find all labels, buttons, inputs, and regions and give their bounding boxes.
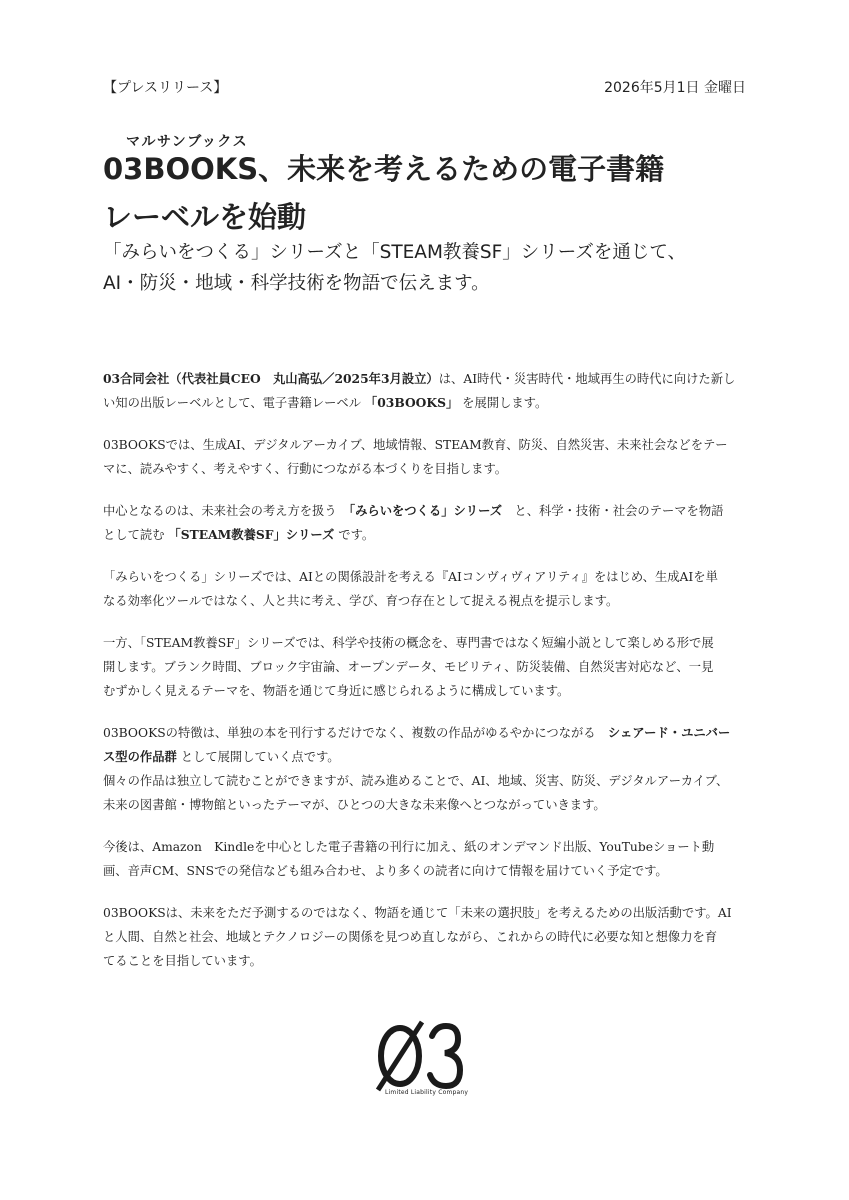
body-text (103, 367, 748, 991)
paragraph-5 (103, 631, 748, 703)
paragraph-line: 03BOOKSでは、生成AI、デジタルアーカイブ、地域情報、STEAM教育、防災、自然災害、未来社会などをテー (103, 438, 728, 452)
paragraph-line: マに、読みやすく、考えやすく、行動につながる本づくりを目指します。 (103, 462, 508, 476)
bold-text: 「STEAM教養SF」シリーズ (168, 527, 335, 542)
paragraph-line: 今後は、Amazon Kindleを中心とした電子書籍の刊行に加え、紙のオンデマンド出版、YouTubeショート動 (103, 840, 715, 854)
text: 中心となるのは、未来社会の考え方を扱う (103, 504, 337, 518)
paragraph-line (103, 499, 748, 523)
text: 03BOOKSの特徴は、単独の本を刊行するだけでなく、複数の作品がゆるやかにつながる (103, 726, 596, 740)
bold-text: シェアード・ユニバー (607, 725, 731, 740)
page-title (103, 145, 763, 241)
paragraph-line: と人間、自然と社会、地域とテクノロジーの関係を見つめ直しながら、これからの時代に必要な知と想像力を育 (103, 930, 718, 944)
paragraph-line (103, 367, 748, 391)
text: として読む (103, 528, 165, 542)
paragraph-line: 画、音声CM、SNSでの発信なども組み合わせ、より多くの読者に向けて情報を届けていく予定です。 (103, 864, 668, 878)
paragraph-line (103, 721, 748, 745)
paragraph-line (103, 523, 748, 547)
text: は、AI時代・災害時代・地域再生の時代に向けた新し (438, 372, 736, 386)
release-date: 2026年5月1日 金曜日 (604, 80, 746, 96)
text: です。 (338, 528, 375, 542)
title-line-2: レーベルを始動 (103, 200, 307, 234)
text: として展開していく点です。 (180, 750, 340, 764)
paragraph-8 (103, 901, 748, 973)
subtitle (103, 237, 763, 299)
paragraph-1 (103, 367, 748, 415)
paragraph-3 (103, 499, 748, 547)
paragraph-line: 「みらいをつくる」シリーズでは、AIとの関係設計を考える『AIコンヴィヴィアリティ』をはじめ、生成AIを単 (103, 570, 718, 584)
subtitle-line-1: 「みらいをつくる」シリーズと「STEAM教養SF」シリーズを通じて、 (103, 242, 687, 263)
press-release-label: 【プレスリリース】 (103, 80, 228, 96)
bold-text: 「みらいをつくる」シリーズ (348, 503, 503, 518)
paragraph-2 (103, 433, 748, 481)
logo-caption: Limited Liability Company (385, 1089, 469, 1096)
paragraph-line: 未来の図書館・博物館といったテーマが、ひとつの大きな未来像へとつながっていきます。 (103, 798, 606, 812)
bold-text: 「03BOOKS」 (364, 395, 459, 410)
paragraph-line: てることを目指しています。 (103, 954, 262, 968)
subtitle-line-2: AI・防災・地域・科学技術を物語で伝えます。 (103, 273, 490, 294)
paragraph-6 (103, 721, 748, 817)
paragraph-line (103, 391, 748, 415)
paragraph-line: 個々の作品は独立して読むことができますが、読み進めることで、AI、地域、災害、防災、デジタルアーカイブ、 (103, 774, 729, 788)
paragraph-line: 開します。ブランク時間、ブロック宇宙論、オープンデータ、モビリティ、防災装備、自然災害対応など、一見 (103, 660, 714, 674)
paragraph-7 (103, 835, 748, 883)
bold-text: 03合同会社（代表社員CEO 丸山高弘／2025年3月設立） (103, 371, 439, 386)
text: い知の出版レーベルとして、電子書籍レーベル (103, 396, 361, 410)
text: と、科学・技術・社会のテーマを物語 (514, 504, 724, 518)
paragraph-line: むずかしく見えるテーマを、物語を通じて身近に感じられるように構成しています。 (103, 684, 570, 698)
paragraph-line: 03BOOKSは、未来をただ予測するのではなく、物語を通じて「未来の選択肢」を考えるための出版活動です。AI (103, 906, 732, 920)
paragraph-line (103, 745, 748, 769)
paragraph-line: なる効率化ツールではなく、人と共に考え、学び、育つ存在として捉える視点を提示します。 (103, 594, 619, 608)
title-line-1: 03BOOKS、未来を考えるための電子書籍 (103, 152, 665, 186)
paragraph-line: 一方、「STEAM教養SF」シリーズでは、科学や技術の概念を、専門書ではなく短編小説として楽しめる形で展 (103, 636, 714, 650)
company-logo (370, 1020, 480, 1100)
title-ruby: マルサンブックス (126, 134, 249, 150)
text: を展開します。 (462, 396, 548, 410)
paragraph-4 (103, 565, 748, 613)
bold-text: ス型の作品群 (103, 749, 177, 764)
